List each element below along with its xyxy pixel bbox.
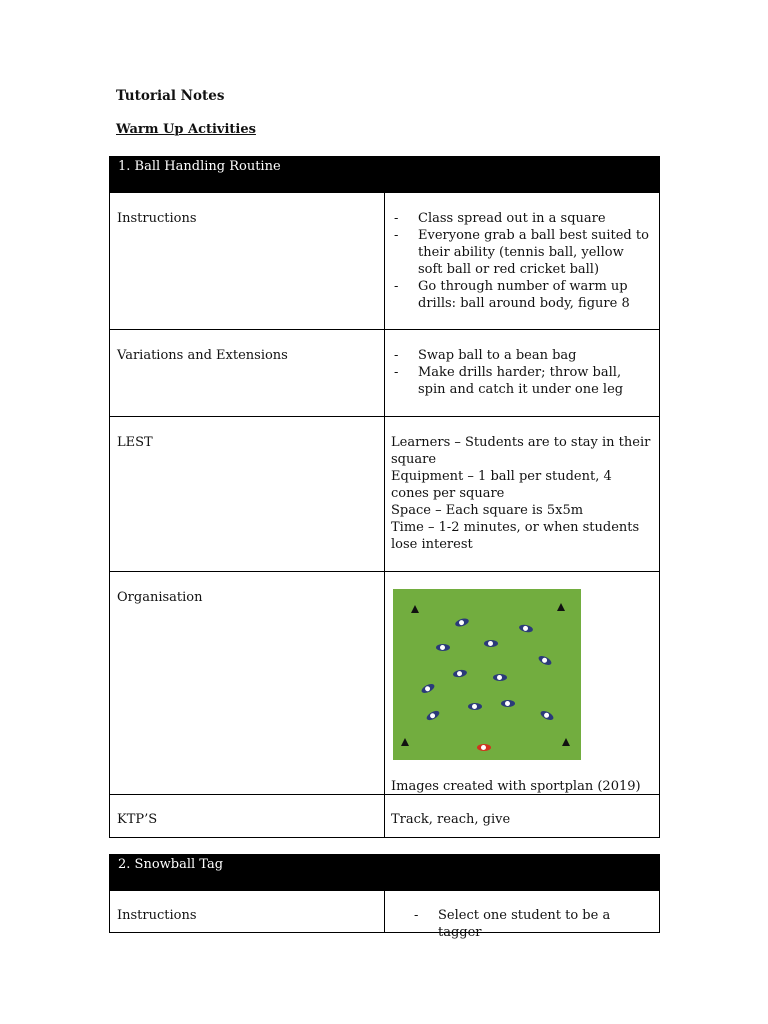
player-with-ball-icon xyxy=(518,624,533,634)
instructions-value xyxy=(385,193,659,329)
lest-space: Space – Each square is 5x5m xyxy=(391,503,584,518)
activity-table-ball-handling xyxy=(109,156,660,838)
player-with-ball-icon xyxy=(425,709,441,722)
list-item: - Make drills harder; throw ball, spin and catch it under one leg xyxy=(391,364,651,398)
variations-row xyxy=(110,329,659,416)
player-with-ball-icon xyxy=(539,709,555,722)
activity-table-snowball-tag xyxy=(109,854,660,940)
instructions-value xyxy=(385,891,659,940)
list-item: - Everyone grab a ball best suited to their ability (tennis ball, yellow soft ball or red cricket ball) xyxy=(391,227,651,278)
field-diagram xyxy=(393,589,581,760)
lest-label: LEST xyxy=(110,417,385,571)
list-item: - Class spread out in a square xyxy=(391,210,651,227)
variations-list xyxy=(391,347,651,398)
player-with-ball-icon xyxy=(501,700,515,707)
cone-icon xyxy=(557,603,565,611)
list-item: - Swap ball to a bean bag xyxy=(391,347,651,364)
ktps-row xyxy=(110,794,659,837)
lest-equipment: Equipment – 1 ball per student, 4 cones per square xyxy=(391,469,612,501)
activity-header xyxy=(110,855,659,890)
player-with-ball-icon xyxy=(493,674,507,681)
player-with-ball-icon xyxy=(452,669,467,678)
cone-icon xyxy=(401,738,409,746)
list-item: - Go through number of warm up drills: ball around body, figure 8 xyxy=(391,278,651,312)
section-title: Warm Up Activities xyxy=(116,122,256,137)
organisation-value xyxy=(385,572,659,794)
cone-icon xyxy=(562,738,570,746)
lest-row xyxy=(110,416,659,571)
lest-learners: Learners – Students are to stay in their square xyxy=(391,435,651,467)
page-title: Tutorial Notes xyxy=(116,88,225,104)
instructions-list xyxy=(391,210,651,312)
variations-value xyxy=(385,330,659,416)
instructions-label: Instructions xyxy=(110,193,385,329)
variations-label: Variations and Extensions xyxy=(110,330,385,416)
player-with-ball-icon xyxy=(436,644,450,651)
lest-time: Time – 1-2 minutes, or when students lose interest xyxy=(391,520,640,552)
player-with-ball-icon xyxy=(468,703,482,710)
activity-header xyxy=(110,157,659,192)
ktps-label: KTP’S xyxy=(110,795,385,837)
tagger-icon xyxy=(477,744,491,751)
instructions-row xyxy=(110,890,659,940)
player-with-ball-icon xyxy=(454,617,469,628)
lest-value xyxy=(385,417,659,571)
list-item: - Select one student to be a tagger xyxy=(411,907,651,941)
cone-icon xyxy=(411,605,419,613)
instructions-label: Instructions xyxy=(110,891,385,932)
player-with-ball-icon xyxy=(484,640,498,647)
ktps-value: Track, reach, give xyxy=(391,812,511,827)
instructions-list xyxy=(411,907,651,941)
organisation-row xyxy=(110,571,659,794)
activity-header-label: 2. Snowball Tag xyxy=(118,857,224,872)
image-caption: Images created with sportplan (2019) xyxy=(391,779,641,794)
organisation-label: Organisation xyxy=(110,572,385,794)
instructions-row xyxy=(110,192,659,329)
player-with-ball-icon xyxy=(420,682,436,695)
player-with-ball-icon xyxy=(537,654,553,667)
activity-header-label: 1. Ball Handling Routine xyxy=(118,159,281,174)
